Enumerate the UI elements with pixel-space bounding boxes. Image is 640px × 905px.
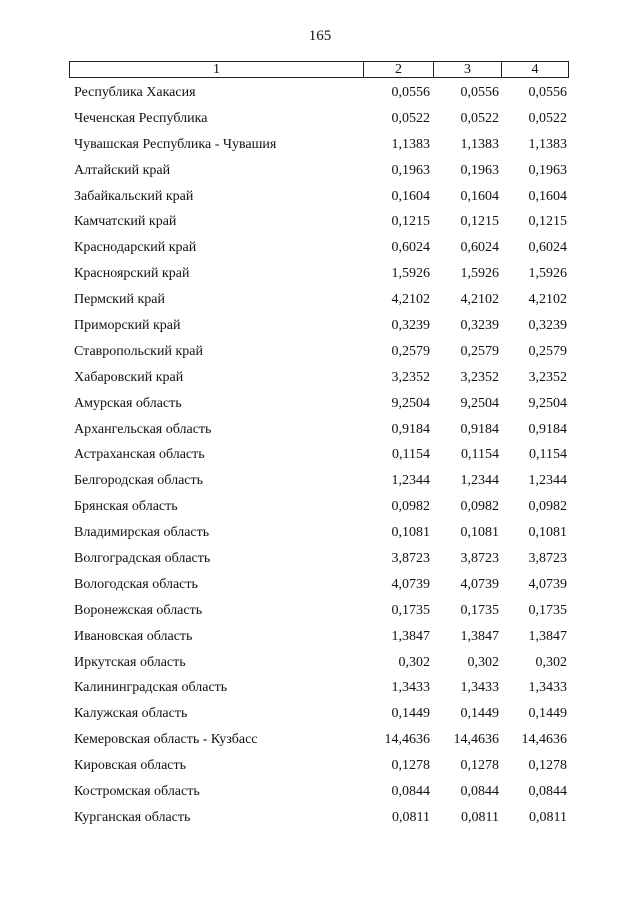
region-name-cell: Владимирская область bbox=[74, 525, 210, 541]
value-col2-cell: 0,9184 bbox=[391, 421, 430, 437]
column-header-2: 2 bbox=[364, 62, 434, 77]
value-col3-cell: 0,1081 bbox=[460, 525, 499, 541]
region-name-cell: Амурская область bbox=[74, 395, 182, 411]
value-col4-cell: 0,1278 bbox=[528, 758, 567, 774]
value-col4-cell: 0,0811 bbox=[529, 809, 567, 825]
value-col3-cell: 0,9184 bbox=[460, 421, 499, 437]
region-name-cell: Вологодская область bbox=[74, 576, 198, 592]
table-row bbox=[0, 158, 640, 184]
region-name-cell: Чеченская Республика bbox=[74, 110, 208, 126]
value-col2-cell: 0,2579 bbox=[391, 343, 430, 359]
table-row bbox=[0, 106, 640, 132]
value-col2-cell: 1,2344 bbox=[391, 473, 430, 489]
region-name-cell: Калужская область bbox=[74, 706, 188, 722]
table-row bbox=[0, 494, 640, 520]
value-col2-cell: 0,302 bbox=[398, 654, 430, 670]
table-row bbox=[0, 339, 640, 365]
value-col2-cell: 0,0556 bbox=[391, 85, 430, 100]
value-col3-cell: 4,2102 bbox=[460, 292, 499, 308]
table-row bbox=[0, 468, 640, 494]
region-name-cell: Калининградская область bbox=[74, 680, 228, 696]
region-name-cell: Курганская область bbox=[74, 809, 191, 825]
value-col3-cell: 1,2344 bbox=[460, 473, 499, 489]
value-col4-cell: 14,4636 bbox=[521, 732, 567, 748]
value-col4-cell: 3,2352 bbox=[528, 369, 567, 385]
region-name-cell: Кировская область bbox=[74, 758, 187, 774]
value-col3-cell: 0,1154 bbox=[461, 447, 499, 463]
value-col4-cell: 0,1215 bbox=[528, 214, 567, 230]
value-col2-cell: 0,1154 bbox=[392, 447, 430, 463]
table-header bbox=[69, 61, 569, 78]
value-col2-cell: 0,6024 bbox=[391, 240, 430, 256]
column-header-1: 1 bbox=[70, 62, 364, 77]
table-row bbox=[0, 675, 640, 701]
value-col3-cell: 0,0982 bbox=[460, 499, 499, 515]
table-row bbox=[0, 80, 640, 106]
region-name-cell: Ивановская область bbox=[74, 628, 193, 644]
table-row bbox=[0, 598, 640, 624]
value-col3-cell: 0,0811 bbox=[461, 809, 499, 825]
value-col4-cell: 0,1963 bbox=[528, 162, 567, 178]
value-col4-cell: 1,3847 bbox=[528, 628, 567, 644]
value-col4-cell: 9,2504 bbox=[528, 395, 567, 411]
region-name-cell: Алтайский край bbox=[74, 162, 171, 178]
value-col3-cell: 14,4636 bbox=[453, 732, 499, 748]
table-row bbox=[0, 624, 640, 650]
value-col3-cell: 3,2352 bbox=[460, 369, 499, 385]
value-col4-cell: 1,2344 bbox=[528, 473, 567, 489]
value-col3-cell: 0,1278 bbox=[460, 758, 499, 774]
value-col2-cell: 4,0739 bbox=[391, 576, 430, 592]
region-name-cell: Кемеровская область - Кузбасс bbox=[74, 732, 258, 748]
region-name-cell: Астраханская область bbox=[74, 447, 205, 463]
value-col3-cell: 1,3433 bbox=[460, 680, 499, 696]
region-name-cell: Архангельская область bbox=[74, 421, 212, 437]
value-col2-cell: 3,8723 bbox=[391, 551, 430, 567]
region-name-cell: Республика Хакасия bbox=[74, 85, 196, 100]
value-col4-cell: 0,1735 bbox=[528, 602, 567, 618]
value-col4-cell: 0,1081 bbox=[528, 525, 567, 541]
table-row bbox=[0, 287, 640, 313]
table-row bbox=[0, 391, 640, 417]
region-name-cell: Приморский край bbox=[74, 318, 181, 334]
table-row bbox=[0, 209, 640, 235]
value-col4-cell: 1,5926 bbox=[528, 266, 567, 282]
column-header-3: 3 bbox=[434, 62, 502, 77]
value-col3-cell: 1,1383 bbox=[460, 136, 499, 152]
value-col4-cell: 0,0844 bbox=[528, 784, 567, 800]
value-col4-cell: 1,1383 bbox=[528, 136, 567, 152]
table-row bbox=[0, 261, 640, 287]
value-col4-cell: 3,8723 bbox=[528, 551, 567, 567]
value-col4-cell: 0,9184 bbox=[528, 421, 567, 437]
value-col4-cell: 1,3433 bbox=[528, 680, 567, 696]
region-name-cell: Краснодарский край bbox=[74, 240, 197, 256]
value-col3-cell: 3,8723 bbox=[460, 551, 499, 567]
column-header-4: 4 bbox=[531, 62, 539, 77]
value-col4-cell: 4,0739 bbox=[528, 576, 567, 592]
table-row bbox=[0, 753, 640, 779]
value-col2-cell: 0,1604 bbox=[391, 188, 430, 204]
table-body bbox=[0, 80, 640, 831]
value-col3-cell: 1,3847 bbox=[460, 628, 499, 644]
value-col2-cell: 0,1215 bbox=[391, 214, 430, 230]
value-col4-cell: 0,2579 bbox=[528, 343, 567, 359]
value-col3-cell: 4,0739 bbox=[460, 576, 499, 592]
value-col2-cell: 0,0522 bbox=[391, 110, 430, 126]
value-col2-cell: 0,0982 bbox=[391, 499, 430, 515]
value-col3-cell: 9,2504 bbox=[460, 395, 499, 411]
value-col2-cell: 0,1449 bbox=[391, 706, 430, 722]
table-row bbox=[0, 546, 640, 572]
value-col2-cell: 0,1735 bbox=[391, 602, 430, 618]
value-col2-cell: 1,3847 bbox=[391, 628, 430, 644]
value-col4-cell: 0,0522 bbox=[528, 110, 567, 126]
value-col2-cell: 1,3433 bbox=[391, 680, 430, 696]
table-row bbox=[0, 313, 640, 339]
value-col4-cell: 0,3239 bbox=[528, 318, 567, 334]
value-col3-cell: 0,1449 bbox=[460, 706, 499, 722]
value-col4-cell: 0,1449 bbox=[528, 706, 567, 722]
table-row bbox=[0, 701, 640, 727]
table-row bbox=[0, 805, 640, 831]
value-col4-cell: 4,2102 bbox=[528, 292, 567, 308]
value-col2-cell: 0,0811 bbox=[392, 809, 430, 825]
value-col4-cell: 0,1604 bbox=[528, 188, 567, 204]
value-col4-cell: 0,0982 bbox=[528, 499, 567, 515]
region-name-cell: Белгородская область bbox=[74, 473, 204, 489]
value-col3-cell: 0,1735 bbox=[460, 602, 499, 618]
region-name-cell: Забайкальский край bbox=[74, 188, 194, 204]
table-row bbox=[0, 184, 640, 210]
value-col3-cell: 0,302 bbox=[467, 654, 499, 670]
value-col2-cell: 1,1383 bbox=[391, 136, 430, 152]
value-col2-cell: 9,2504 bbox=[391, 395, 430, 411]
value-col2-cell: 0,0844 bbox=[391, 784, 430, 800]
table-row bbox=[0, 365, 640, 391]
value-col2-cell: 0,1963 bbox=[391, 162, 430, 178]
table-row bbox=[0, 235, 640, 261]
table-row bbox=[0, 520, 640, 546]
value-col3-cell: 0,3239 bbox=[460, 318, 499, 334]
region-name-cell: Костромская область bbox=[74, 784, 200, 800]
region-name-cell: Хабаровский край bbox=[74, 369, 184, 385]
table-row bbox=[0, 572, 640, 598]
value-col3-cell: 0,1604 bbox=[460, 188, 499, 204]
table-row bbox=[0, 779, 640, 805]
value-col4-cell: 0,6024 bbox=[528, 240, 567, 256]
region-name-cell: Красноярский край bbox=[74, 266, 190, 282]
value-col4-cell: 0,1154 bbox=[529, 447, 567, 463]
value-col4-cell: 0,302 bbox=[535, 654, 567, 670]
value-col2-cell: 0,1081 bbox=[391, 525, 430, 541]
value-col3-cell: 0,1215 bbox=[460, 214, 499, 230]
region-name-cell: Волгоградская область bbox=[74, 551, 211, 567]
value-col2-cell: 0,3239 bbox=[391, 318, 430, 334]
value-col3-cell: 0,0844 bbox=[460, 784, 499, 800]
value-col3-cell: 0,2579 bbox=[460, 343, 499, 359]
region-name-cell: Пермский край bbox=[74, 292, 165, 308]
region-name-cell: Воронежская область bbox=[74, 602, 203, 618]
table-row bbox=[0, 650, 640, 676]
page-number: 165 bbox=[308, 28, 332, 44]
region-name-cell: Камчатский край bbox=[74, 214, 177, 230]
value-col2-cell: 0,1278 bbox=[391, 758, 430, 774]
value-col2-cell: 4,2102 bbox=[391, 292, 430, 308]
region-name-cell: Ставропольский край bbox=[74, 343, 203, 359]
value-col2-cell: 3,2352 bbox=[391, 369, 430, 385]
value-col3-cell: 1,5926 bbox=[460, 266, 499, 282]
value-col2-cell: 14,4636 bbox=[384, 732, 430, 748]
value-col3-cell: 0,1963 bbox=[460, 162, 499, 178]
value-col3-cell: 0,0556 bbox=[460, 85, 499, 100]
table-row bbox=[0, 132, 640, 158]
value-col4-cell: 0,0556 bbox=[528, 85, 567, 100]
table-row bbox=[0, 442, 640, 468]
table-row bbox=[0, 417, 640, 443]
region-name-cell: Иркутская область bbox=[74, 654, 186, 670]
value-col3-cell: 0,6024 bbox=[460, 240, 499, 256]
region-name-cell: Брянская область bbox=[74, 499, 178, 515]
value-col3-cell: 0,0522 bbox=[460, 110, 499, 126]
region-name-cell: Чувашская Республика - Чувашия bbox=[74, 136, 277, 152]
table-row bbox=[0, 727, 640, 753]
value-col2-cell: 1,5926 bbox=[391, 266, 430, 282]
